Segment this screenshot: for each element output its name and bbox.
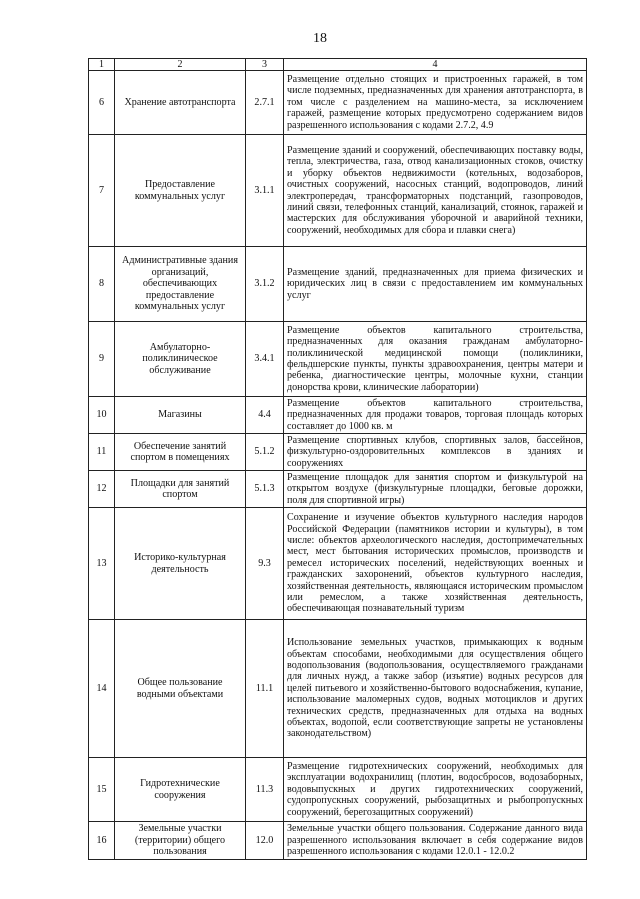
table-row bbox=[89, 397, 587, 434]
use-code: 3.1.2 bbox=[246, 247, 284, 322]
use-description: Размещение спортивных клубов, спортивных залов, бассейнов, физкультурно-оздоровительных комплексов в зданиях и сооружениях bbox=[284, 434, 587, 471]
table-row bbox=[89, 135, 587, 247]
table-row bbox=[89, 434, 587, 471]
use-description: Размещение гидротехнических сооружений, необходимых для эксплуатации водохранилищ (плотин, водосбросов, водозаборных, водовыпускных и других гидротехнических сооружений, судопропускных сооружений, рыбозащитных и рыбопропускных сооружений, берегозащитных сооружений) bbox=[284, 758, 587, 822]
row-number: 8 bbox=[89, 247, 115, 322]
table-row bbox=[89, 620, 587, 758]
table-row bbox=[89, 322, 587, 397]
row-number: 15 bbox=[89, 758, 115, 822]
use-description: Размещение зданий, предназначенных для приема физических и юридических лиц в связи с предоставлением им коммунальных услуг bbox=[284, 247, 587, 322]
header-cell: 3 bbox=[246, 59, 284, 71]
use-name: Административные здания организаций, обеспечивающих предоставление коммунальных услуг bbox=[115, 247, 246, 322]
use-name: Амбулаторно-поликлиническое обслуживание bbox=[115, 322, 246, 397]
use-name: Магазины bbox=[115, 397, 246, 434]
row-number: 6 bbox=[89, 71, 115, 135]
use-code: 2.7.1 bbox=[246, 71, 284, 135]
table-row bbox=[89, 758, 587, 822]
use-description: Размещение объектов капитального строительства, предназначенных для оказания гражданам амбулаторно-поликлинической медицинской помощи (поликлиники, фельдшерские пункты, пункты здравоохранения, центры матери и ребенка, диагностические центры, молочные кухни, станции донорства крови, клинические лаборатории) bbox=[284, 322, 587, 397]
use-name: Историко-культурная деятельность bbox=[115, 508, 246, 620]
header-cell: 2 bbox=[115, 59, 246, 71]
use-code: 5.1.2 bbox=[246, 434, 284, 471]
table-row bbox=[89, 822, 587, 860]
row-number: 9 bbox=[89, 322, 115, 397]
use-description: Размещение отдельно стоящих и пристроенных гаражей, в том числе подземных, предназначенных для хранения автотранспорта, в том числе с разделением на машино-места, за исключением гаражей, размещение которых предусмотрено содержанием видов разрешенного использования с кодами 2.7.2, 4.9 bbox=[284, 71, 587, 135]
row-number: 11 bbox=[89, 434, 115, 471]
row-number: 16 bbox=[89, 822, 115, 860]
table-row bbox=[89, 71, 587, 135]
use-name: Гидротехнические сооружения bbox=[115, 758, 246, 822]
use-name: Земельные участки (территории) общего пользования bbox=[115, 822, 246, 860]
page-number: 18 bbox=[313, 31, 327, 46]
use-name: Обеспечение занятий спортом в помещениях bbox=[115, 434, 246, 471]
table-row bbox=[89, 247, 587, 322]
use-description: Земельные участки общего пользования. Содержание данного вида разрешенного использования включает в себя содержание видов разрешенного использования с кодами 12.0.1 - 12.0.2 bbox=[284, 822, 587, 860]
use-code: 3.1.1 bbox=[246, 135, 284, 247]
row-number: 7 bbox=[89, 135, 115, 247]
use-description: Размещение зданий и сооружений, обеспечивающих поставку воды, тепла, электричества, газа, отвод канализационных стоков, очистку и уборку объектов недвижимости (котельных, водозаборов, очистных сооружений, насосных станций, водопроводов, линий электропередач, трансформаторных подстанций, газопроводов, линий связи, телефонных станций, канализаций, стоянок, гаражей и мастерских для обслуживания уборочной и аварийной техники, сооружений, необходимых для сбора и плавки снега) bbox=[284, 135, 587, 247]
table-row bbox=[89, 508, 587, 620]
header-cell: 4 bbox=[284, 59, 587, 71]
use-code: 4.4 bbox=[246, 397, 284, 434]
land-use-table bbox=[88, 58, 587, 860]
use-code: 3.4.1 bbox=[246, 322, 284, 397]
use-description: Размещение объектов капитального строительства, предназначенных для продажи товаров, торговая площадь которых составляет до 1000 кв. м bbox=[284, 397, 587, 434]
row-number: 14 bbox=[89, 620, 115, 758]
use-code: 11.3 bbox=[246, 758, 284, 822]
header-cell: 1 bbox=[89, 59, 115, 71]
row-number: 10 bbox=[89, 397, 115, 434]
use-description: Размещение площадок для занятия спортом и физкультурой на открытом воздухе (физкультурные площадки, беговые дорожки, поля для спортивной игры) bbox=[284, 471, 587, 508]
use-description: Использование земельных участков, примыкающих к водным объектам способами, необходимыми для осуществления общего водопользования (водопользования, осуществляемого гражданами для личных нужд, а также забор (изъятие) водных ресурсов для целей питьевого и хозяйственно-бытового водоснабжения, купание, использование маломерных судов, водных мотоциклов и других технических средств, предназначенных для отдыха на водных объектах, водопой, если соответствующие запреты не установлены законодательством) bbox=[284, 620, 587, 758]
use-description: Сохранение и изучение объектов культурного наследия народов Российской Федерации (памятников истории и культуры), в том числе: объектов археологического наследия, достопримечательных мест, мест бытования исторических промыслов, производств и ремесел исторических поселений, недействующих военных и гражданских захоронений, объектов культурного наследия, хозяйственная деятельность, являющаяся историческим промыслом или ремеслом, а также хозяйственная деятельность, обеспечивающая познавательный туризм bbox=[284, 508, 587, 620]
use-code: 9.3 bbox=[246, 508, 284, 620]
use-name: Площадки для занятий спортом bbox=[115, 471, 246, 508]
table-header-row bbox=[89, 59, 587, 71]
use-code: 11.1 bbox=[246, 620, 284, 758]
row-number: 13 bbox=[89, 508, 115, 620]
row-number: 12 bbox=[89, 471, 115, 508]
use-name: Предоставление коммунальных услуг bbox=[115, 135, 246, 247]
table-row bbox=[89, 471, 587, 508]
use-name: Хранение автотранспорта bbox=[115, 71, 246, 135]
use-code: 5.1.3 bbox=[246, 471, 284, 508]
use-code: 12.0 bbox=[246, 822, 284, 860]
use-name: Общее пользование водными объектами bbox=[115, 620, 246, 758]
